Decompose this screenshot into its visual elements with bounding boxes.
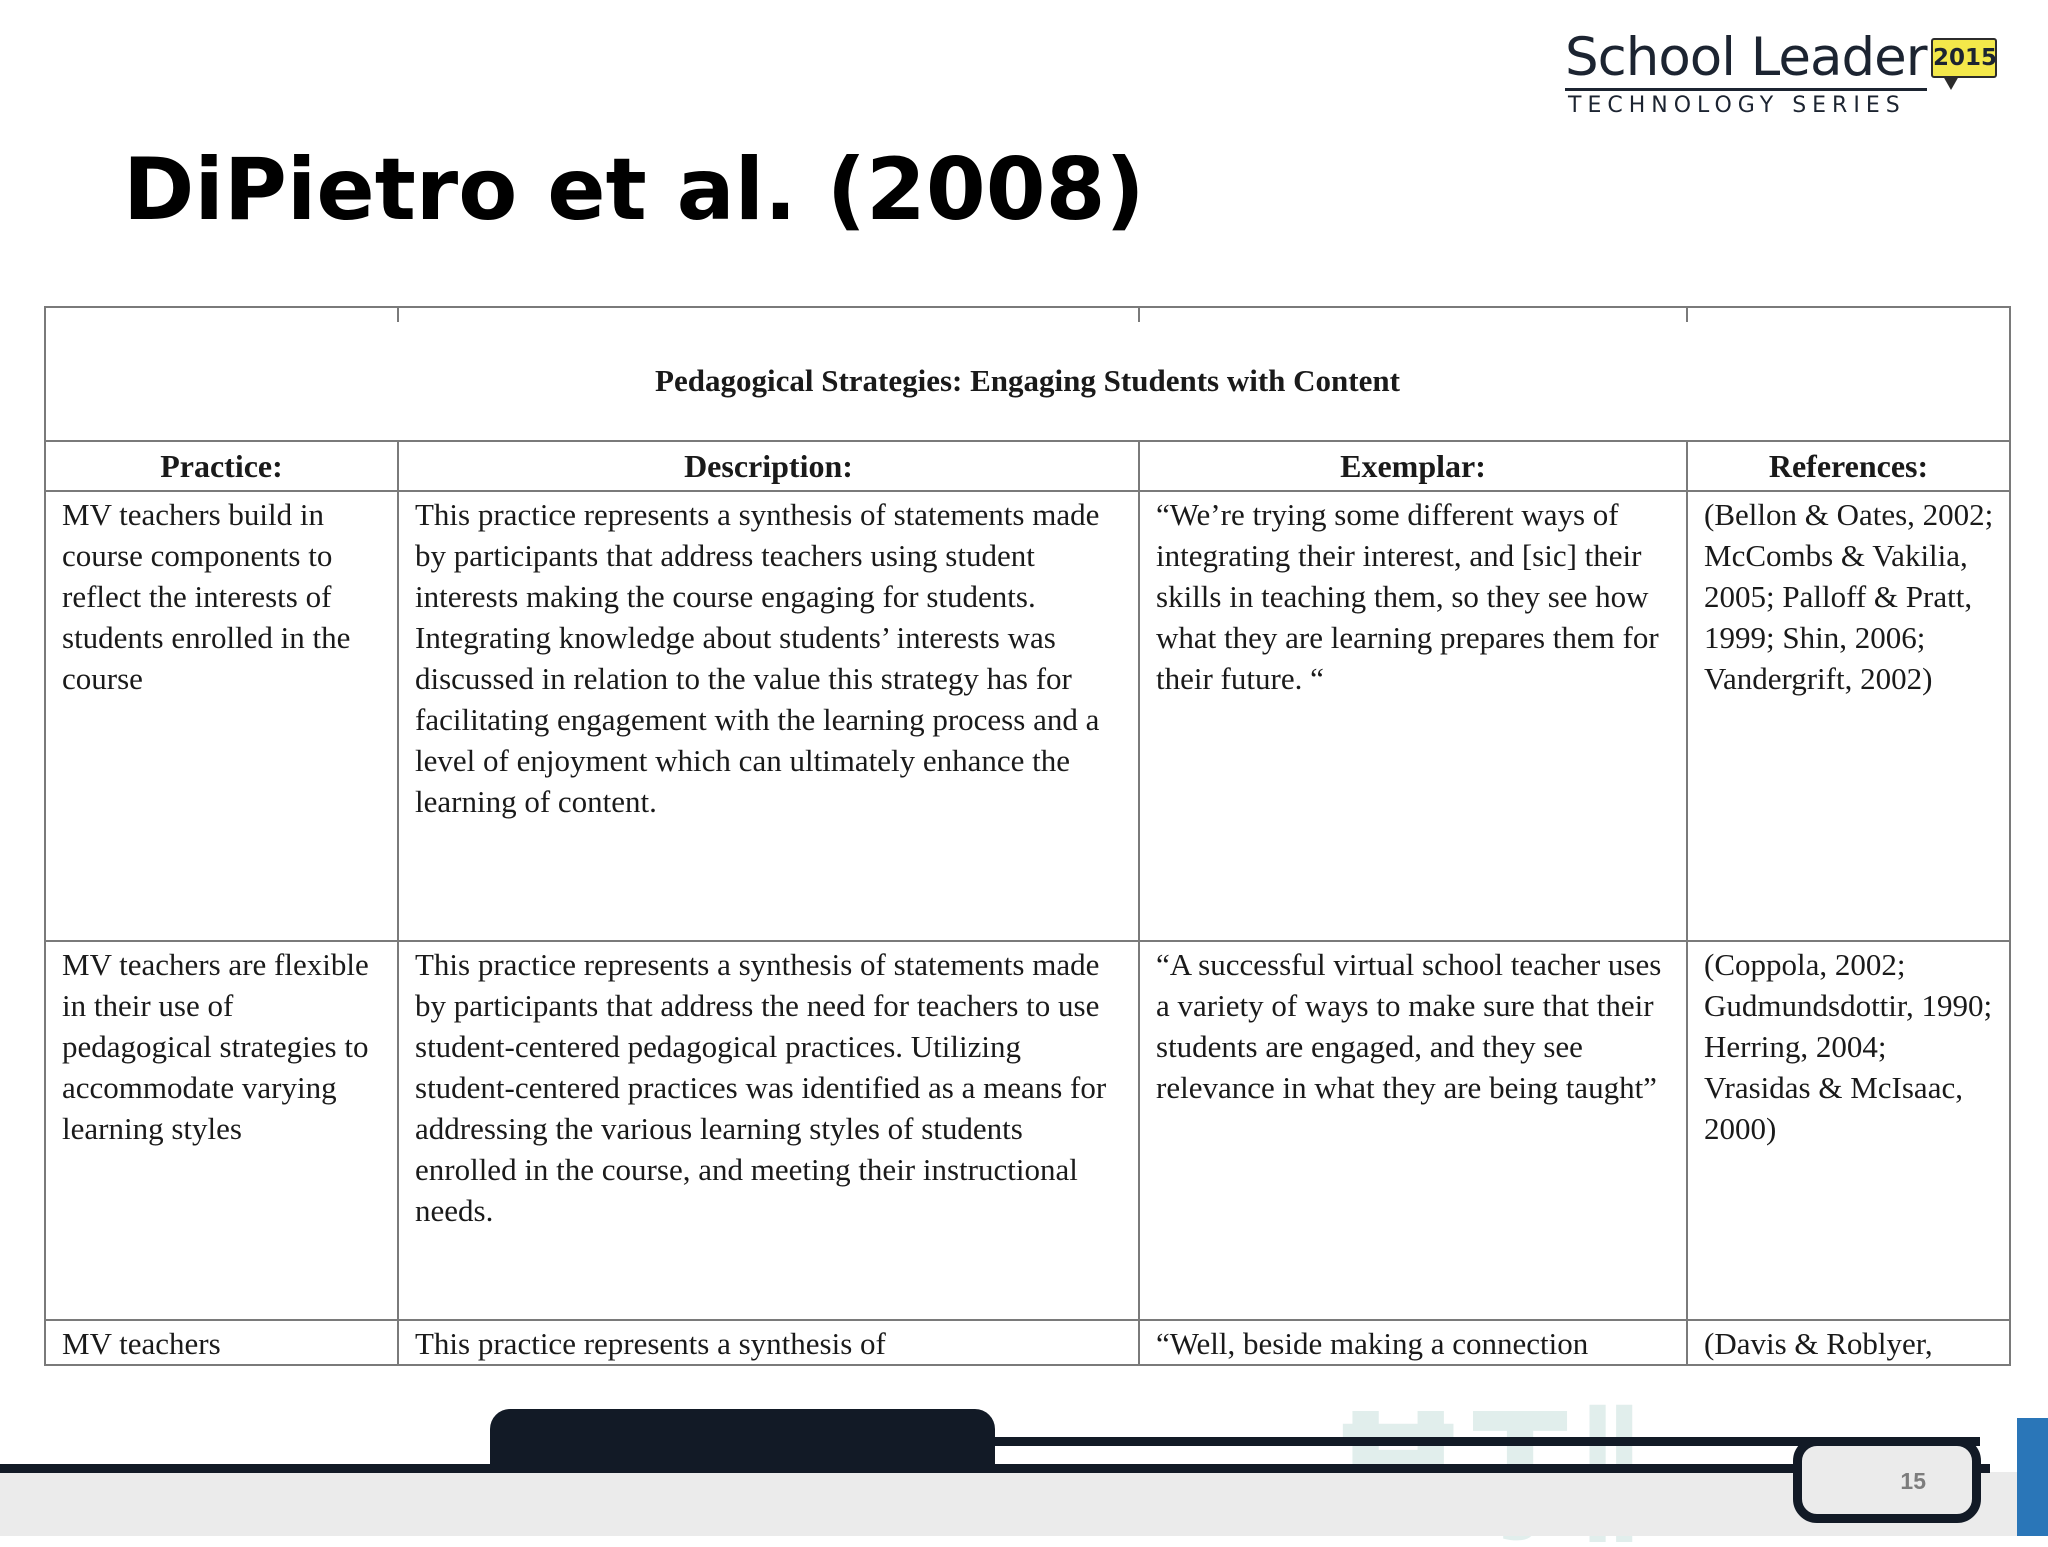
slide-title: DiPietro et al. (2008) — [123, 140, 1145, 240]
table-row — [45, 491, 2010, 941]
cell-exemplar: “We’re trying some different ways of integrating their interest, and [sic] their skills in teaching them, so they see how what they are learning prepares them for their future. “ — [1139, 491, 1687, 941]
table-caption-row — [45, 322, 2010, 441]
cell-practice: MV teachers are flexible in their use of pedagogical strategies to accommodate varying learning styles — [45, 941, 398, 1320]
cell-practice: MV teachers — [45, 1320, 398, 1365]
strategies-table — [44, 306, 2011, 1366]
logo-underline — [1565, 88, 1927, 91]
cell-references: (Davis & Roblyer, — [1687, 1320, 2010, 1365]
logo-title: School Leader — [1565, 27, 1927, 88]
logo-speech-tail — [1943, 76, 1959, 90]
logo-subtitle: TECHNOLOGY SERIES — [1568, 93, 1906, 118]
cell-description: This practice represents a synthesis of statements made by participants that address the need for teachers to use student-centered pedagogical practices. Utilizing student-centered practices was identified as a means for addressing the various learning styles of students enrolled in the course, and meeting their instructional needs. — [398, 941, 1139, 1320]
header-exemplar: Exemplar: — [1139, 441, 1687, 491]
table-header-row — [45, 441, 2010, 491]
table-row — [45, 941, 2010, 1320]
table-top-stub — [45, 307, 2010, 322]
header-practice: Practice: — [45, 441, 398, 491]
footer-band — [0, 1472, 2048, 1536]
page-number: 15 — [1900, 1468, 1926, 1494]
table-row — [45, 1320, 2010, 1365]
table-caption: Pedagogical Strategies: Engaging Students with Content — [45, 322, 2010, 441]
school-leader-logo — [1565, 28, 2005, 128]
header-references: References: — [1687, 441, 2010, 491]
strategies-table-excerpt — [44, 306, 2012, 1380]
cell-exemplar: “A successful virtual school teacher uses a variety of ways to make sure that their students are engaged, and they see relevance in what they are being taught” — [1139, 941, 1687, 1320]
header-description: Description: — [398, 441, 1139, 491]
cell-practice: MV teachers build in course components to reflect the interests of students enrolled in the course — [45, 491, 398, 941]
footer-divider-line — [0, 1464, 1990, 1473]
side-accent-strip — [2017, 1418, 2048, 1536]
footer-tab-shape — [490, 1409, 995, 1473]
cell-references: (Bellon & Oates, 2002; McCombs & Vakilia, 2005; Palloff & Pratt, 1999; Shin, 2006; Vandergrift, 2002) — [1687, 491, 2010, 941]
logo-year-badge: 2015 — [1931, 38, 1997, 78]
cell-references: (Coppola, 2002; Gudmundsdottir, 1990; Herring, 2004; Vrasidas & McIsaac, 2000) — [1687, 941, 2010, 1320]
cell-exemplar: “Well, beside making a connection — [1139, 1320, 1687, 1365]
cell-description: This practice represents a synthesis of — [398, 1320, 1139, 1365]
cell-description: This practice represents a synthesis of statements made by participants that address teachers using student interests making the course engaging for students. Integrating knowledge about students’ interests was discussed in relation to the value this strategy has for facilitating engagement with the learning process and a level of enjoyment which can ultimately enhance the learning of content. — [398, 491, 1139, 941]
page-number-box — [1793, 1437, 1981, 1523]
